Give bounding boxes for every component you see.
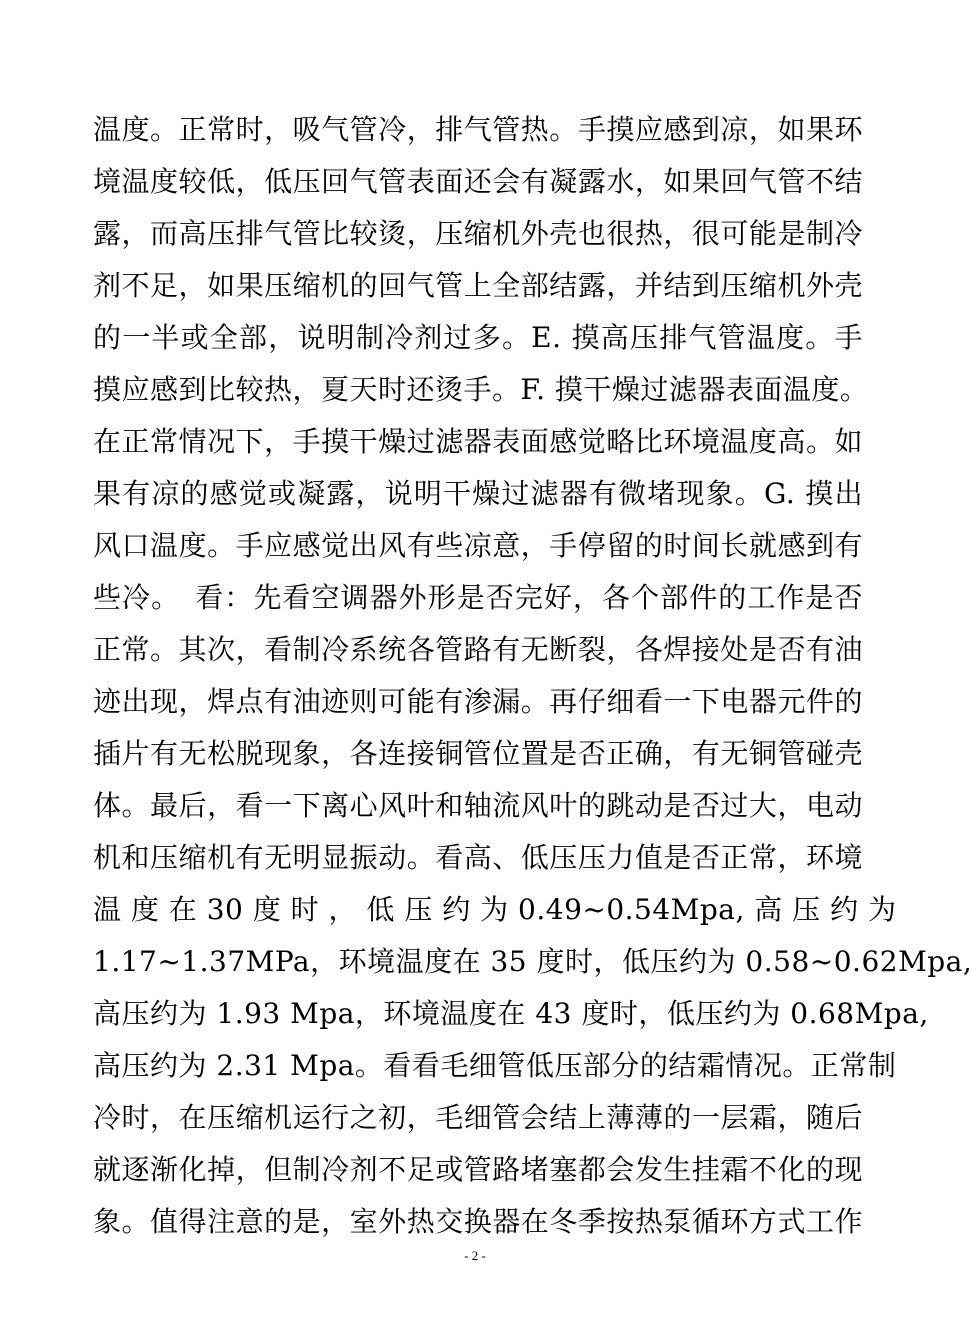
text-line: 高压约为 1.93 Mpa，环境温度在 43 度时，低压约为 0.68Mpa, [93,997,929,1030]
text-line: 冷时，在压缩机运行之初，毛细管会结上薄薄的一层霜，随后 [93,1101,863,1134]
text-line: 境温度较低，低压回气管表面还会有凝露水，如果回气管不结 [93,165,863,198]
text-line: 风口温度。手应感觉出风有些凉意，手停留的时间长就感到有 [93,529,863,562]
text-line: 在正常情况下，手摸干燥过滤器表面感觉略比环境温度高。如 [93,425,863,458]
text-line: 就逐渐化掉，但制冷剂不足或管路堵塞都会发生挂霜不化的现 [93,1153,863,1186]
text-line: 露，而高压排气管比较烫，压缩机外壳也很热，很可能是制冷 [93,217,863,250]
text-line: 插片有无松脱现象，各连接铜管位置是否正确，有无铜管碰壳 [93,737,863,770]
text-line: 温 度 在 30 度 时 ， 低 压 约 为 0.49~0.54Mpa, 高 压 约 为 [93,893,897,926]
text-line: 象。值得注意的是，室外热交换器在冬季按热泵循环方式工作 [93,1205,863,1238]
text-line: 的一半或全部，说明制冷剂过多。E. 摸高压排气管温度。手 [93,321,863,354]
body-text [93,104,972,1248]
text-line: 正常。其次，看制冷系统各管路有无断裂，各焊接处是否有油 [93,633,863,666]
text-line: 迹出现，焊点有油迹则可能有渗漏。再仔细看一下电器元件的 [93,685,863,718]
text-line: 温度。正常时，吸气管冷，排气管热。手摸应感到凉，如果环 [93,113,863,146]
text-line: 高压约为 2.31 Mpa。看看毛细管低压部分的结霜情况。正常制 [93,1049,897,1082]
text-line: 机和压缩机有无明显振动。看高、低压压力值是否正常，环境 [93,841,863,874]
text-line: 些冷。 看：先看空调器外形是否完好，各个部件的工作是否 [93,581,863,614]
text-line: 1.17~1.37MPa，环境温度在 35 度时，低压约为 0.58~0.62Mpa, [93,945,972,978]
text-line: 果有凉的感觉或凝露，说明干燥过滤器有微堵现象。G. 摸出 [93,477,863,510]
page-number: - 2 - [464,1248,486,1263]
text-line: 体。最后，看一下离心风叶和轴流风叶的跳动是否过大，电动 [93,789,863,822]
text-line: 剂不足，如果压缩机的回气管上全部结露，并结到压缩机外壳 [93,269,863,302]
text-line: 摸应感到比较热，夏天时还烫手。F. 摸干燥过滤器表面温度。 [93,373,869,406]
